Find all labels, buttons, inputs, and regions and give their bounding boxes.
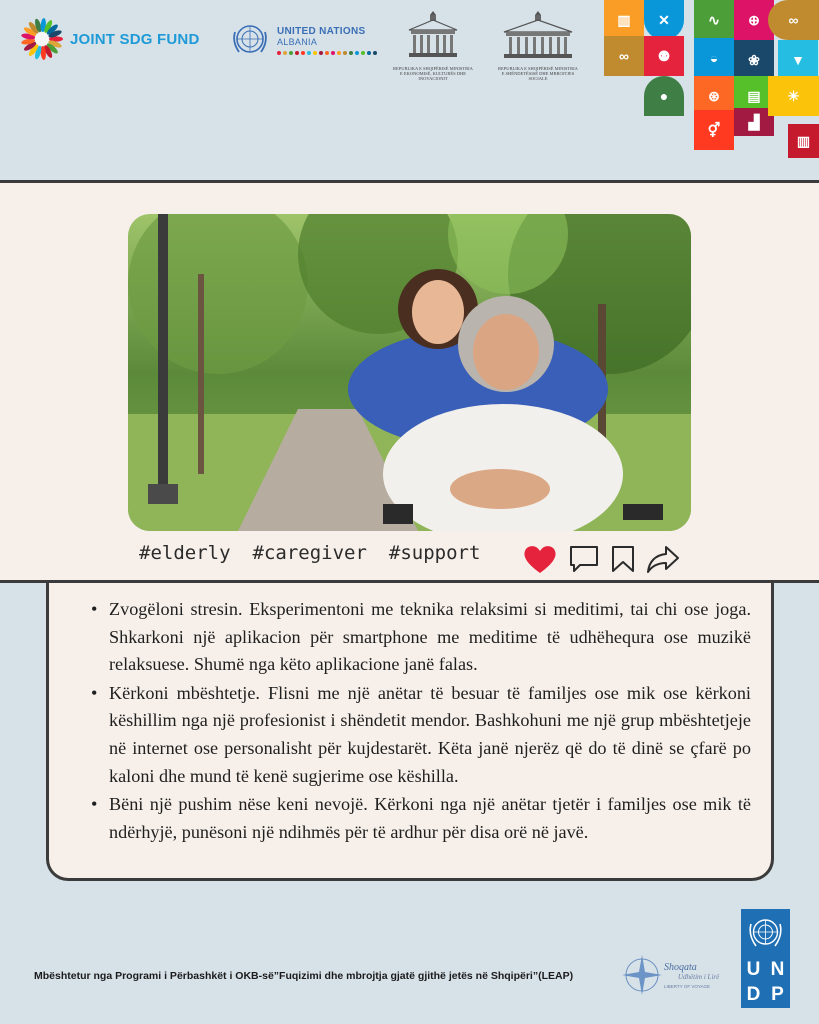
sdg-color-dot bbox=[337, 51, 341, 55]
shoqata-tagline: Udhëtim i Lirë bbox=[678, 973, 720, 981]
sdg-cities-icon: ▥ bbox=[604, 0, 644, 40]
un-emblem-icon bbox=[229, 22, 271, 58]
sdg-consumption-icon: ∞ bbox=[604, 36, 644, 76]
sdg-color-dot bbox=[277, 51, 281, 55]
joint-sdg-fund-label: JOINT SDG FUND bbox=[70, 30, 200, 48]
sdg-color-dot bbox=[349, 51, 353, 55]
caregiver-photo bbox=[128, 214, 691, 531]
hashtag[interactable]: #elderly bbox=[139, 542, 231, 564]
post-panel bbox=[0, 180, 819, 583]
sdg-energy-icon: ☀ bbox=[768, 76, 819, 116]
post-actions bbox=[522, 543, 680, 575]
sdg-infinity-icon: ∞ bbox=[768, 0, 819, 40]
heart-icon[interactable] bbox=[522, 543, 558, 575]
sdg-peace-icon: ❀ bbox=[734, 40, 774, 80]
comment-icon[interactable] bbox=[568, 544, 600, 574]
share-icon[interactable] bbox=[646, 544, 680, 574]
hashtag[interactable]: #caregiver bbox=[252, 542, 367, 564]
sdg-color-dots bbox=[277, 51, 377, 55]
sdg-gender-icon: ⚥ bbox=[694, 110, 734, 150]
un-line1: UNITED NATIONS bbox=[277, 25, 366, 37]
sdg-clean-water-icon: ▼ bbox=[778, 40, 818, 80]
elderly-woman-caregiver-image bbox=[128, 214, 691, 531]
tip-item: • Bëni një pushim nëse keni nevojë. Kërkoni nga një anëtar tjetër i familjes ose mik të ndërhyjë, punësoni një ndihmës për të ardhur për disa orë në javë. bbox=[91, 791, 751, 846]
undp-letter: N bbox=[770, 959, 785, 980]
sdg-color-dot bbox=[367, 51, 371, 55]
shoqata-logo bbox=[620, 952, 730, 1002]
sdg-color-dot bbox=[313, 51, 317, 55]
undp-letter: D bbox=[746, 984, 761, 1005]
sdg-color-dot bbox=[343, 51, 347, 55]
sdg-color-dot bbox=[355, 51, 359, 55]
sdg-health-icon: ∿ bbox=[694, 0, 734, 40]
bookmark-icon[interactable] bbox=[610, 544, 636, 574]
sdg-poverty-icon: ⚉ bbox=[644, 36, 684, 76]
ministry-building-icon bbox=[403, 8, 463, 64]
undp-logo bbox=[741, 909, 790, 1008]
undp-letter: U bbox=[746, 959, 761, 980]
un-line2: ALBANIA bbox=[277, 36, 318, 47]
sdg-color-dot bbox=[307, 51, 311, 55]
header bbox=[0, 0, 819, 180]
sdg-work-icon: ▟ bbox=[734, 108, 774, 136]
sdg-wheel-icon bbox=[20, 17, 64, 61]
ministry-economy-logo bbox=[393, 8, 473, 81]
un-albania-logo bbox=[229, 22, 377, 58]
shoqata-small: LIBERTY OF VOYAGE bbox=[664, 984, 711, 989]
tip-item: • Zvogëloni stresin. Eksperimentoni me teknika relaksimi si meditimi, tai chi ose joga. Shkarkoni një aplikacion për smartphone me meditime të udhëhequra ose muzikë relaksuese. Shumë nga këto aplikacione janë falas. bbox=[91, 596, 751, 679]
sdg-color-dot bbox=[373, 51, 377, 55]
sdg-life-water-icon: ◒ bbox=[694, 38, 734, 78]
sdg-color-dot bbox=[301, 51, 305, 55]
tips-list bbox=[91, 596, 751, 846]
un-emblem-icon bbox=[745, 913, 786, 954]
hashtags bbox=[139, 542, 480, 564]
sdg-land-icon: ● bbox=[644, 76, 684, 116]
sdg-partnership-icon: ⊛ bbox=[694, 76, 734, 116]
sdg-color-dot bbox=[361, 51, 365, 55]
sdg-color-dot bbox=[283, 51, 287, 55]
ministry-building-icon bbox=[498, 8, 578, 64]
sdg-color-dot bbox=[331, 51, 335, 55]
sdg-zero-hunger-icon: ▤ bbox=[734, 76, 774, 116]
sdg-color-dot bbox=[295, 51, 299, 55]
support-statement: Mbështetur nga Programi i Përbashkët i OKB-së”Fuqizimi dhe mbrojtja gjatë gjithë jetës në Shqipëri”(LEAP) bbox=[34, 970, 574, 982]
ministry-health-logo bbox=[498, 8, 578, 81]
sdg-inequality-icon: ⊕ bbox=[734, 0, 774, 40]
sdg-education-icon: ▥ bbox=[788, 124, 819, 158]
joint-sdg-fund-logo bbox=[20, 17, 199, 61]
tips-card bbox=[46, 583, 774, 881]
shoqata-name: Shoqata bbox=[664, 962, 697, 973]
compass-star-icon bbox=[620, 952, 664, 998]
sdg-color-dot bbox=[289, 51, 293, 55]
sdg-color-dot bbox=[319, 51, 323, 55]
sdg-water-icon: ✕ bbox=[644, 0, 684, 40]
ministry-economy-caption: REPUBLIKA E SHQIPËRISË MINISTRIA E EKONOMISË, KULTURËS DHE INOVACIONIT bbox=[393, 66, 473, 81]
undp-letter: P bbox=[771, 984, 784, 1005]
sdg-color-dot bbox=[325, 51, 329, 55]
hashtag[interactable]: #support bbox=[388, 542, 481, 564]
ministry-health-caption: REPUBLIKA E SHQIPËRISË MINISTRIA E SHËNDETËSISË DHE MBROJTJES SOCIALE bbox=[498, 66, 578, 81]
tip-item: • Kërkoni mbështetje. Flisni me një anëtar të besuar të familjes ose mik ose kërkoni këshillim nga një profesionist i shëndetit mendor. Bashkohuni me një grup mbështetjeje në internet ose personalisht për kujdestarët. Këta janë njerëz që do të dinë se çfarë po kaloni dhe mund të kenë sugjerime ose këshilla. bbox=[91, 680, 751, 790]
